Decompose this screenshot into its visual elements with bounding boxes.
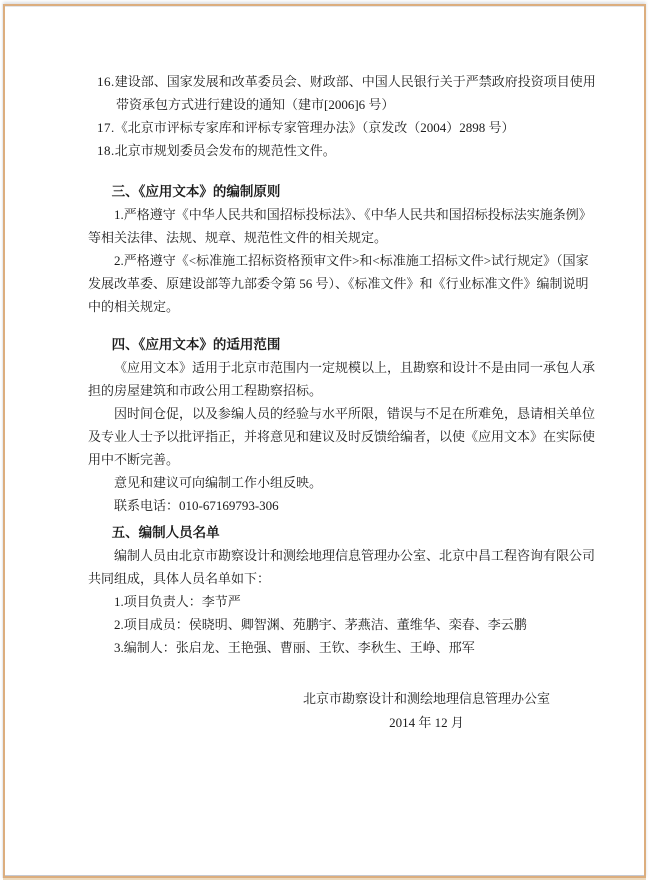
signature-organization: 北京市勘察设计和测绘地理信息管理办公室 bbox=[302, 691, 550, 706]
paragraph: 意见和建议可向编制工作小组反映。 bbox=[114, 475, 323, 490]
paragraph: 1.严格遵守《中华人民共和国招标投标法》、《中华人民共和国招标投标法实施条例》等相关法律、法规、规章、规范性文件的相关规定。 bbox=[88, 207, 592, 245]
document-content bbox=[88, 70, 598, 734]
signature-date: 2014 年 12 月 bbox=[389, 715, 464, 730]
list-item-number: 18. bbox=[97, 143, 115, 158]
signature-block bbox=[303, 687, 550, 734]
list-item-text: 北京市规划委员会发布的规范性文件。 bbox=[114, 143, 336, 158]
member-line-project-lead: 1.项目负责人：李节严 bbox=[114, 594, 241, 609]
paragraph: 编制人员由北京市勘察设计和测绘地理信息管理办公室、北京中昌工程咨询有限公司共同组成，具体人员名单如下： bbox=[88, 548, 596, 586]
reference-list-continued bbox=[88, 70, 598, 162]
section-heading-three: 三、《应用文本》的编制原则 bbox=[111, 184, 281, 199]
list-item bbox=[97, 70, 598, 116]
list-item-number: 16. bbox=[97, 74, 115, 89]
contact-phone-line: 联系电话：010-67169793-306 bbox=[114, 498, 279, 513]
list-item bbox=[97, 116, 598, 139]
list-item-text: 建设部、国家发展和改革委员会、财政部、中国人民银行关于严禁政府投资项目使用带资承包方式进行建设的通知（建市[2006]6 号） bbox=[114, 74, 596, 112]
member-line-editors: 3.编制人：张启龙、王艳强、曹丽、王钦、李秋生、王峥、邢军 bbox=[114, 640, 475, 655]
paragraph: 《应用文本》适用于北京市范围内一定规模以上，且勘察和设计不是由同一承包人承担的房屋建筑和市政公用工程勘察招标。 bbox=[88, 360, 596, 398]
paragraph: 因时间仓促，以及参编人员的经验与水平所限，错误与不足在所难免，恳请相关单位及专业人士予以批评指正，并将意见和建议及时反馈给编者，以使《应用文本》在实际使用中不断完善。 bbox=[88, 406, 596, 467]
paragraph: 2.严格遵守《<标准施工招标资格预审文件>和<标准施工招标文件>试行规定》（国家发展改革委、原建设部等九部委令第 56 号）、《标准文件》和《行业标准文件》编制说明中的相关规定。 bbox=[88, 253, 589, 314]
section-heading-five: 五、编制人员名单 bbox=[111, 525, 220, 540]
member-line-project-members: 2.项目成员：侯晓明、卿智渊、苑鹏宇、茅燕洁、董维华、栾春、李云鹏 bbox=[114, 617, 527, 632]
list-item-number: 17. bbox=[97, 120, 115, 135]
list-item bbox=[97, 139, 598, 162]
list-item-text: 《北京市评标专家库和评标专家管理办法》（京发改（2004）2898 号） bbox=[114, 120, 515, 135]
section-heading-four: 四、《应用文本》的适用范围 bbox=[111, 337, 281, 352]
